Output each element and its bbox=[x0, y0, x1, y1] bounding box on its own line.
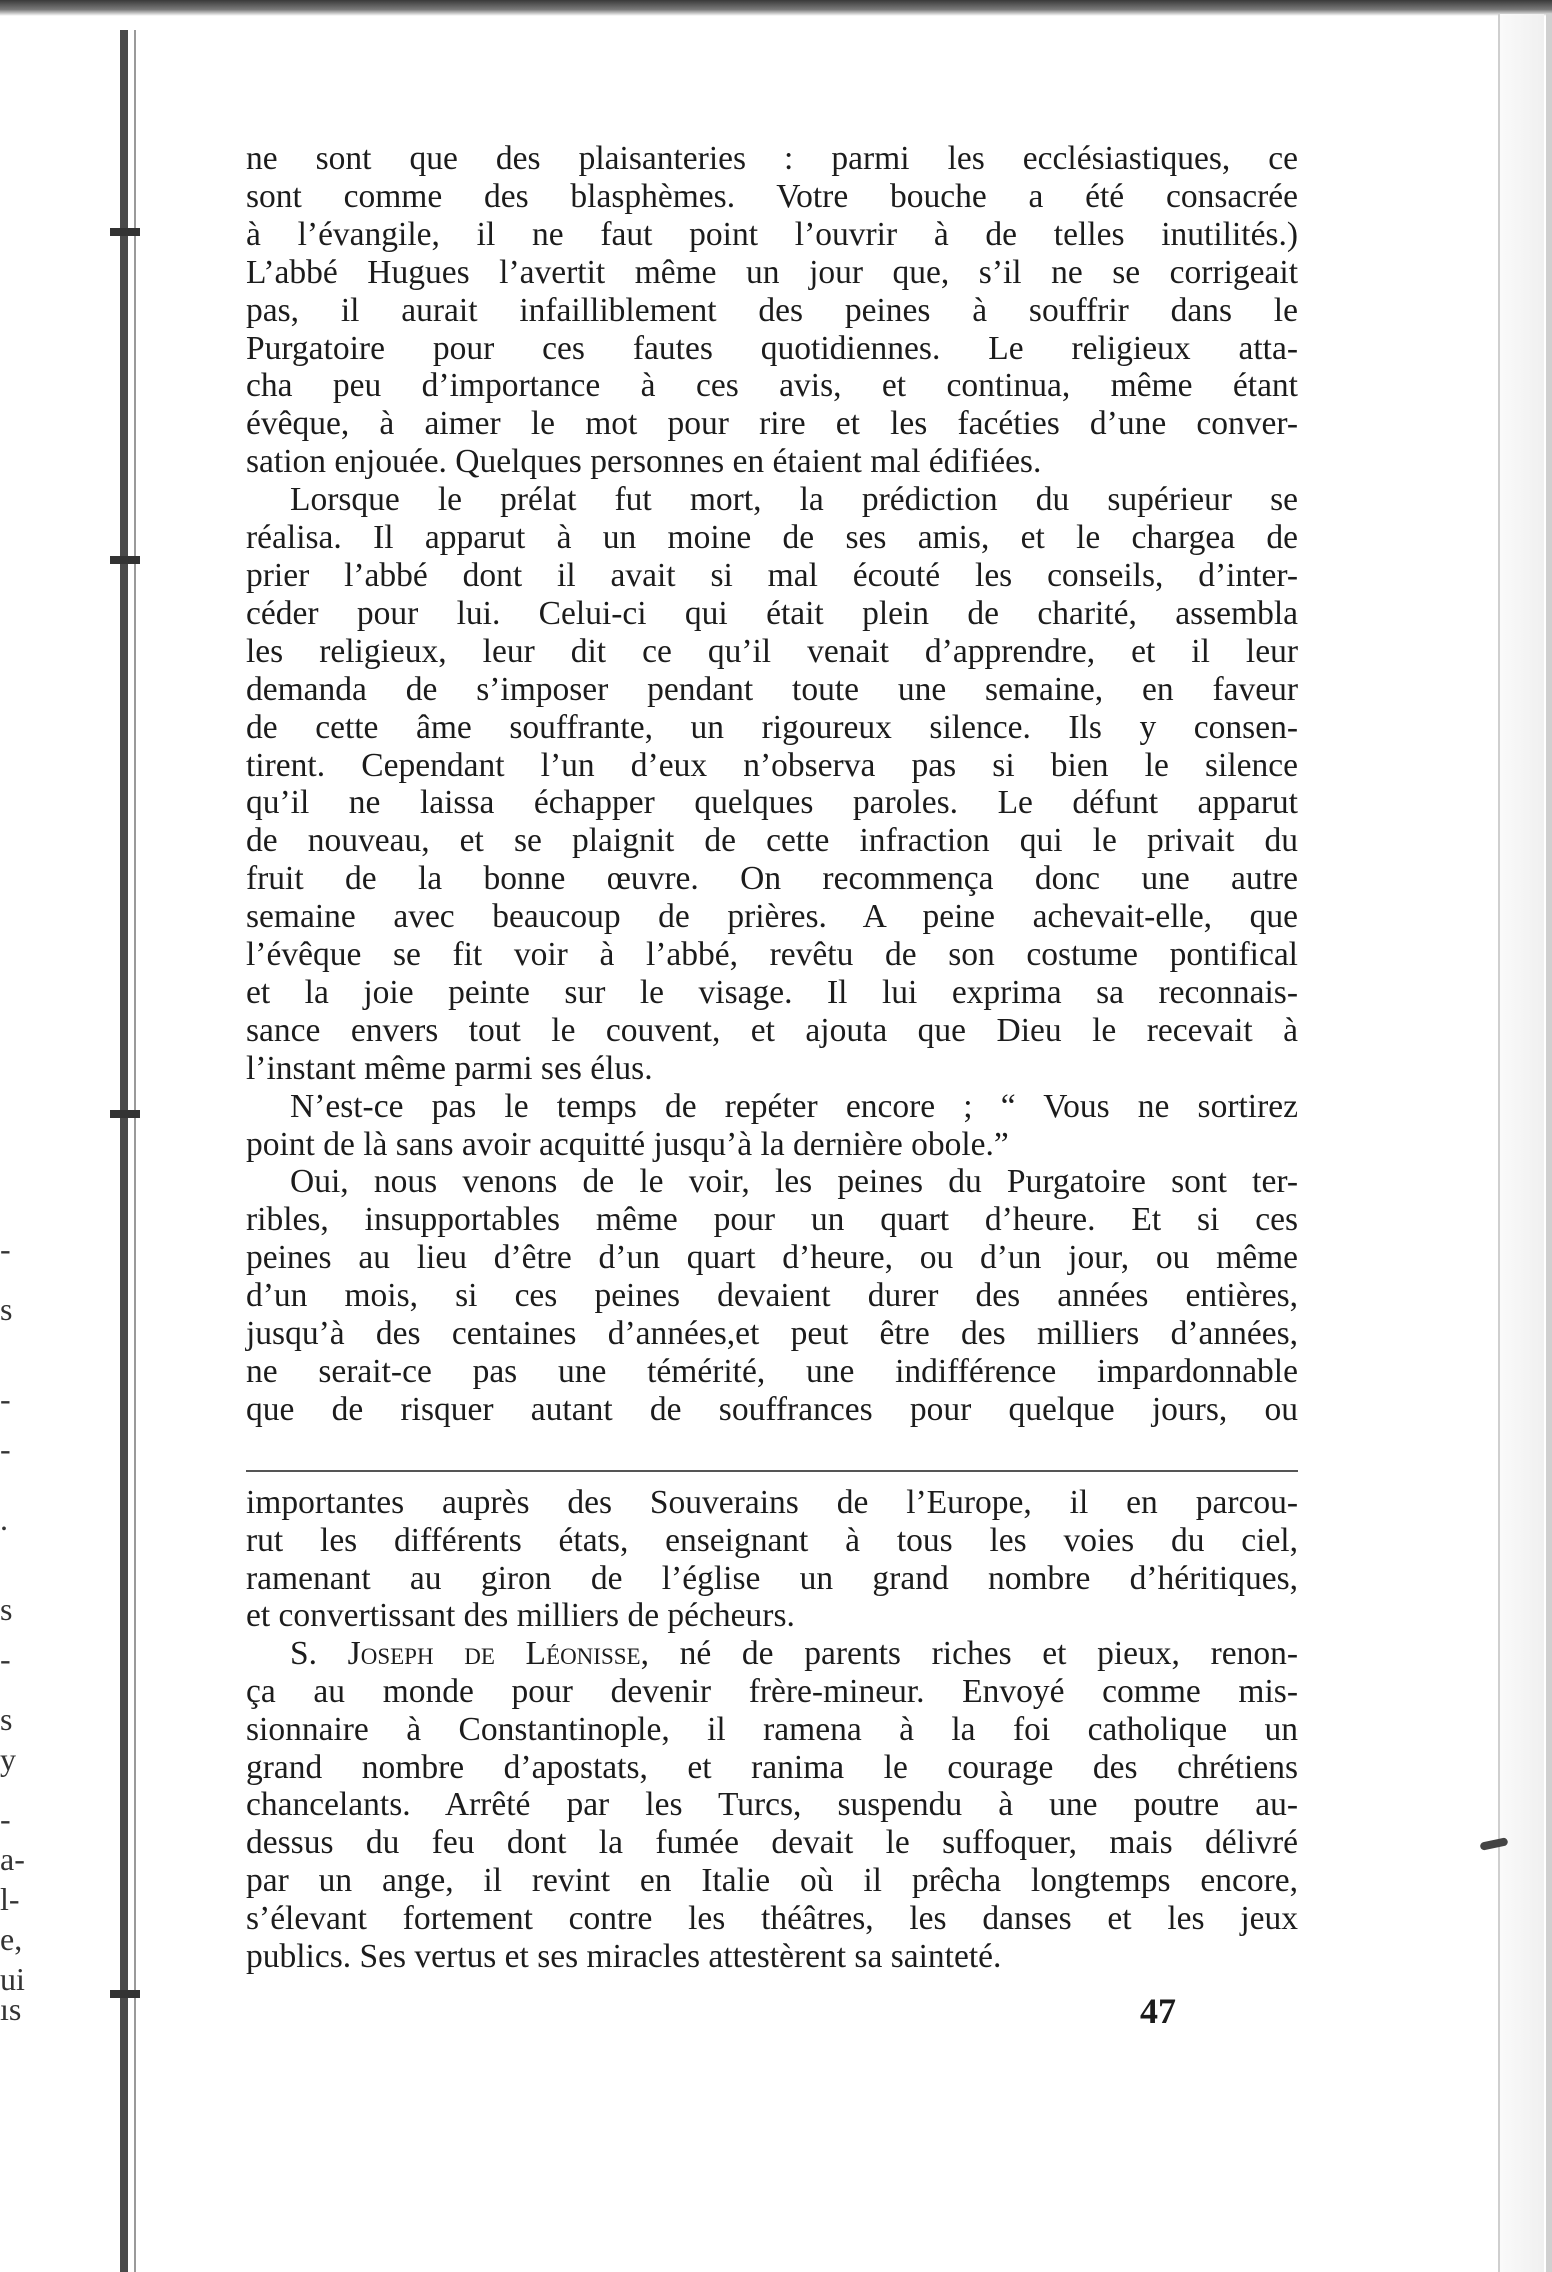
left-page-fragment: l- bbox=[0, 1881, 20, 1917]
left-page-fragment: . bbox=[0, 1501, 8, 1537]
text-line: qu’il ne laissa échapper quelques paroles. Le défunt apparut bbox=[246, 784, 1298, 822]
left-page-fragment: - bbox=[0, 1431, 11, 1467]
text-line: pas, il aurait infailliblement des peines à souffrir dans le bbox=[246, 291, 1298, 329]
left-page-fragment: y bbox=[0, 1741, 16, 1777]
text-line: Purgatoire pour ces fautes quotidiennes. Le religieux atta- bbox=[246, 329, 1298, 367]
text-line: ne serait-ce pas une témérité, une indifférence impardonnable bbox=[246, 1353, 1298, 1390]
binding-stitch bbox=[110, 228, 140, 236]
text-line bbox=[246, 1635, 1298, 1673]
text-line: ramenant au giron de l’église un grand nombre d’héritiques, bbox=[246, 1559, 1298, 1597]
text-line: par un ange, il revint en Italie où il prêcha longtemps encore, bbox=[246, 1861, 1298, 1899]
text-line: Oui, nous venons de le voir, les peines du Purgatoire sont ter- bbox=[290, 1163, 1298, 1201]
text-line: sont comme des blasphèmes. Votre bouche a été consacrée bbox=[246, 177, 1298, 215]
right-page-edge bbox=[1498, 14, 1544, 2272]
left-page-fragment: - bbox=[0, 1231, 11, 1267]
right-page-edge-shadow bbox=[1546, 14, 1552, 2272]
text-line: ça au monde pour devenir frère-mineur. Envoyé comme mis- bbox=[246, 1672, 1298, 1710]
text-line: sance envers tout le couvent, et ajouta que Dieu le recevait à bbox=[246, 1011, 1298, 1049]
footnote-rule bbox=[246, 1470, 1298, 1472]
main-text bbox=[246, 140, 1298, 1429]
text-line: ne sont que des plaisanteries : parmi les ecclésiastiques, ce bbox=[246, 140, 1298, 177]
text-line: sionnaire à Constantinople, il ramena à la foi catholique un bbox=[246, 1710, 1298, 1748]
text-line: sation enjouée. Quelques personnes en étaient mal édifiées. bbox=[246, 443, 1042, 481]
text-line: l’instant même parmi ses élus. bbox=[246, 1049, 653, 1087]
text-line: tirent. Cependant l’un d’eux n’observa pas si bien le silence bbox=[246, 746, 1298, 784]
left-page-fragment: ıs bbox=[0, 1991, 22, 2027]
text-line: semaine avec beaucoup de prières. A peine achevait-elle, que bbox=[246, 898, 1298, 936]
left-page-fragment: s bbox=[0, 1701, 13, 1737]
text-line: et convertissant des milliers de pécheurs. bbox=[246, 1597, 795, 1635]
text-line: importantes auprès des Souverains de l’Europe, il en parcou- bbox=[246, 1484, 1298, 1521]
text-line: rut les différents états, enseignant à tous les voies du ciel, bbox=[246, 1521, 1298, 1559]
text-line: réalisa. Il apparut à un moine de ses amis, et le chargea de bbox=[246, 519, 1298, 557]
binding-stitch bbox=[110, 1990, 140, 1998]
text-line: dessus du feu dont la fumée devait le suffoquer, mais délivré bbox=[246, 1824, 1298, 1862]
left-page-fragment: s bbox=[0, 1291, 13, 1327]
text-line: Lorsque le prélat fut mort, la prédiction du supérieur se bbox=[290, 481, 1298, 519]
text-line: peines au lieu d’être d’un quart d’heure, ou d’un jour, ou même bbox=[246, 1239, 1298, 1277]
text-line: les religieux, leur dit ce qu’il venait d’apprendre, et il leur bbox=[246, 632, 1298, 670]
text-line: évêque, à aimer le mot pour rire et les facéties d’une conver- bbox=[246, 405, 1298, 443]
text-line: L’abbé Hugues l’avertit même un jour que, s’il ne se corrigeait bbox=[246, 253, 1298, 291]
text-line: que de risquer autant de souffrances pour quelque jours, ou bbox=[246, 1390, 1298, 1428]
text-line: grand nombre d’apostats, et ranima le courage des chrétiens bbox=[246, 1748, 1298, 1786]
book-gutter bbox=[120, 30, 128, 2272]
text-line: ribles, insupportables même pour un quart d’heure. Et si ces bbox=[246, 1201, 1298, 1239]
text-line: prier l’abbé dont il avait si mal écouté les conseils, d’inter- bbox=[246, 556, 1298, 594]
footnote-text bbox=[246, 1484, 1298, 1975]
text-line: de cette âme souffrante, un rigoureux silence. Ils y consen- bbox=[246, 708, 1298, 746]
left-page-fragment: - bbox=[0, 1381, 11, 1417]
binding-stitch bbox=[110, 556, 140, 564]
text-line: demanda de s’imposer pendant toute une semaine, en faveur bbox=[246, 670, 1298, 708]
text-line: l’évêque se fit voir à l’abbé, revêtu de son costume pontifical bbox=[246, 936, 1298, 974]
text-line-rest: , né de parents riches et pieux, renon- bbox=[640, 1635, 1299, 1673]
text-line: point de là sans avoir acquitté jusqu’à la dernière obole.” bbox=[246, 1125, 1009, 1163]
text-line: N’est-ce pas le temps de repéter encore ; “ Vous ne sortirez bbox=[290, 1087, 1298, 1125]
left-page-fragment: ui bbox=[0, 1961, 25, 1997]
text-line: jusqu’à des centaines d’années,et peut être des milliers d’années, bbox=[246, 1315, 1298, 1353]
text-line: et la joie peinte sur le visage. Il lui exprima sa reconnais- bbox=[246, 973, 1298, 1011]
text-line: cha peu d’importance à ces avis, et continua, même étant bbox=[246, 367, 1298, 405]
text-line: publics. Ses vertus et ses miracles attestèrent sa sainteté. bbox=[246, 1937, 1002, 1975]
text-line: de nouveau, et se plaignit de cette infraction qui le privait du bbox=[246, 822, 1298, 860]
left-page-fragment: s bbox=[0, 1591, 13, 1627]
saint-name: S. Joseph de Léonisse bbox=[290, 1635, 641, 1673]
text-line: chancelants. Arrêté par les Turcs, suspendu à une poutre au- bbox=[246, 1786, 1298, 1824]
binding-stitch bbox=[110, 1110, 140, 1118]
text-line: s’élevant fortement contre les théâtres, les danses et les jeux bbox=[246, 1899, 1298, 1937]
left-page-fragment: - bbox=[0, 1801, 11, 1837]
left-page-fragment: e, bbox=[0, 1921, 23, 1957]
left-page-fragment: - bbox=[0, 1641, 11, 1677]
left-page-fragment: a- bbox=[0, 1841, 25, 1877]
text-line: céder pour lui. Celui-ci qui était plein de charité, assembla bbox=[246, 594, 1298, 632]
page-top-edge bbox=[0, 0, 1552, 16]
text-line: à l’évangile, il ne faut point l’ouvrir à de telles inutilités.) bbox=[246, 215, 1298, 253]
text-line: d’un mois, si ces peines devaient durer des années entières, bbox=[246, 1277, 1298, 1315]
text-line: fruit de la bonne œuvre. On recommença donc une autre bbox=[246, 860, 1298, 898]
page-number: 47 bbox=[1140, 1991, 1176, 2031]
book-gutter-shadow bbox=[134, 30, 136, 2272]
